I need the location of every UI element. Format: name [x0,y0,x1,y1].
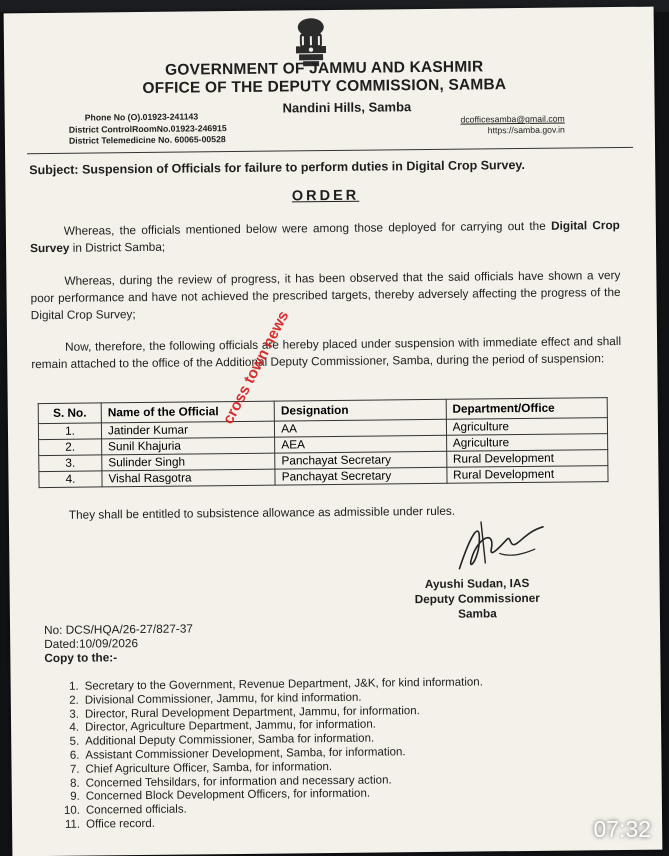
reference-date: Dated:10/09/2026 [44,636,139,652]
list-item: 1. Secretary to the Government, Revenue Department, J&K, for kind information. [69,676,483,693]
reference-number: No: DCS/HQA/26-27/827-37 [43,621,193,638]
list-item: 5. Additional Deputy Commissioner, Samba for information. [69,732,375,748]
cell-name: Sulinder Singh [102,453,275,471]
cell-department: Rural Development [447,466,608,484]
cell-department: Agriculture [446,418,607,436]
telemedicine-number: District Telemedicine No. 60065-00528 [68,134,226,146]
order-title: ORDER [291,187,360,205]
cell-designation: Panchayat Secretary [275,451,447,469]
video-timer: 07:32 [593,816,651,842]
p1-text: Whereas, the officials mentioned below were among those deployed for carrying out the [63,218,546,238]
paragraph-4: They shall be entitled to subsistence allowance as admissible under rules. [68,503,456,522]
website-link: https://samba.gov.in [487,124,565,136]
list-item: 8. Concerned Tehsildars, for information and necessary action. [70,773,392,790]
signatory-title: Deputy Commissioner [414,590,540,607]
list-item: 4. Director, Agriculture Department, Jammu, for information. [69,718,376,735]
col-name: Name of the Official [101,401,274,423]
email-text: dcofficesamba@gmail.com [460,113,565,125]
copy-list [61,676,485,832]
cell-name: Vishal Rasgotra [102,469,275,487]
cell-department: Agriculture [446,434,607,452]
signatory-name: Ayushi Sudan, IAS [424,575,530,592]
header-divider [27,147,633,154]
cell-sno: 3. [39,455,102,472]
subject-line: Subject: Suspension of Officials for failure to perform duties in Digital Crop Survey. [29,157,525,178]
cell-department: Rural Development [446,450,607,468]
cell-name: Sunil Khajuria [102,437,275,455]
paragraph-1 [30,217,620,257]
paragraph-3 [31,333,621,373]
cell-designation: Panchayat Secretary [275,467,447,485]
signatory-place: Samba [457,606,497,621]
p2-text: Whereas, during the review of progress, it has been observed that the said officials have shown a very poor performance and have not achieved the prescribed targets, thereby adversely affecting the progress of the Digital Crop Survey; [30,267,621,323]
list-item: 3. Director, Rural Development Department, Jammu, for information. [69,704,420,721]
copy-to-heading: Copy to the:- [44,650,118,666]
suspension-table [38,397,609,488]
list-item: 2. Divisional Commissioner, Jammu, for kind information. [69,691,362,707]
paragraph-2 [30,267,621,324]
col-sno: S. No. [38,403,101,424]
phone-number: Phone No (O).01923-241143 [84,111,199,123]
signature-image [451,513,552,584]
list-item: 6. Assistant Commissioner Development, Samba, for information. [69,746,406,762]
cell-name: Jatinder Kumar [101,421,274,439]
cell-sno: 1. [38,423,101,440]
list-item: 11. Office record. [64,817,155,831]
col-department: Department/Office [446,398,608,420]
list-item: 9. Concerned Block Development Officers, for information. [70,788,371,804]
cell-designation: AEA [275,435,447,453]
p1-tail: in District Samba; [69,239,166,255]
order-document [4,7,663,856]
control-room-number: District ControlRoomNo.01923-246915 [68,123,227,135]
list-item: 7. Chief Agriculture Officer, Samba, for information. [69,760,333,776]
p3-text: Now, therefore, the following officials are hereby placed under suspension with immediate effect and shall remain attached to the office of the Additional Deputy Commissioner, Samba, during the period of suspension: [31,333,622,372]
header-address: Nandini Hills, Samba [282,99,412,116]
watermark-text: cross town news [219,308,293,428]
p1-bold: Digital Crop Survey [29,217,620,256]
col-designation: Designation [274,399,446,421]
list-item: 10. Concerned officials. [63,803,187,818]
cell-sno: 2. [39,439,102,456]
header-government: GOVERNMENT OF JAMMU AND KASHMIR [165,58,484,79]
cell-designation: AA [275,419,447,437]
cell-sno: 4. [39,471,102,488]
header-office: OFFICE OF THE DEPUTY COMMISSION, SAMBA [142,76,507,97]
